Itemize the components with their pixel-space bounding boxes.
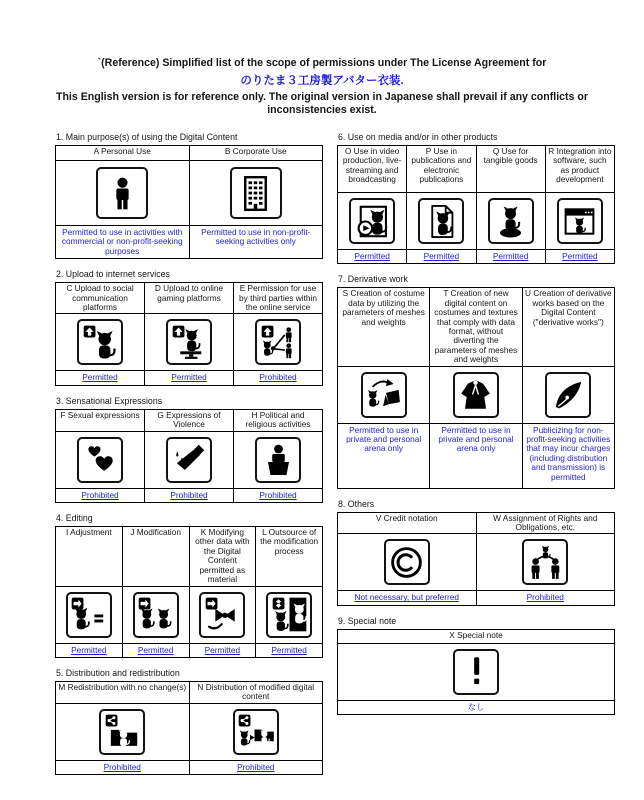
status-publications: Permitted bbox=[423, 251, 460, 261]
outsource-icon bbox=[266, 592, 312, 638]
video-play-icon bbox=[349, 198, 395, 244]
left-column bbox=[55, 132, 323, 775]
table-others bbox=[337, 512, 615, 606]
status-material: Permitted bbox=[204, 644, 241, 655]
section-distribution bbox=[55, 668, 323, 775]
header-special-note: X Special note bbox=[449, 629, 503, 640]
table-sensational bbox=[55, 409, 323, 503]
publication-page-icon bbox=[418, 198, 464, 244]
section-media bbox=[337, 132, 615, 264]
right-column bbox=[337, 132, 615, 775]
status-redistribution: Prohibited bbox=[103, 761, 141, 772]
status-special-note: なし bbox=[467, 701, 485, 712]
table-derivative bbox=[337, 287, 615, 488]
section-title: 9. Special note bbox=[338, 615, 397, 626]
building-icon bbox=[230, 167, 282, 219]
status-tangible-goods: Permitted bbox=[492, 251, 529, 261]
adjustment-equals-icon bbox=[66, 592, 112, 638]
status-political: Prohibited bbox=[259, 489, 297, 500]
status-adjustment: Permitted bbox=[71, 644, 107, 655]
podium-speaker-icon bbox=[255, 437, 301, 483]
section-special-note bbox=[337, 616, 615, 715]
section-others bbox=[337, 499, 615, 606]
status-outsource: Permitted bbox=[271, 644, 307, 655]
section-upload bbox=[55, 269, 323, 386]
status-video: Permitted bbox=[354, 251, 390, 261]
section-main-purpose bbox=[55, 132, 323, 259]
status-assignment: Prohibited bbox=[526, 592, 564, 603]
header-redistribution: M Redistribution with no change(s) bbox=[56, 682, 190, 703]
status-violence: Prohibited bbox=[170, 489, 208, 500]
modification-cats-icon bbox=[133, 592, 179, 638]
header-assignment: W Assignment of Rights and Obligations, etc. bbox=[493, 512, 598, 533]
status-credit: Not necessary, but preferred bbox=[354, 592, 460, 603]
header-adjustment: I Adjustment bbox=[56, 527, 123, 585]
hearts-icon bbox=[77, 437, 123, 483]
header-tangible-goods: Q Use for tangible goods bbox=[477, 146, 546, 192]
costume-data-icon bbox=[361, 372, 407, 418]
costume-texture-icon bbox=[453, 372, 499, 418]
header-upload-social: C Upload to social communication platforms bbox=[56, 283, 145, 313]
title-line-2: This English version is for reference only. The original version in Japanese shall prevail if any conflicts or inconsistencies exist. bbox=[55, 91, 588, 116]
status-distribution-modified: Prohibited bbox=[237, 761, 275, 772]
table-special-note bbox=[337, 629, 615, 715]
header-outsource: L Outsource of the modification process bbox=[260, 527, 319, 556]
rights-transfer-icon bbox=[522, 539, 568, 585]
header-video: O Use in video production, live-streaming and broadcasting bbox=[338, 146, 407, 192]
header-corporate-use: B Corporate Use bbox=[224, 146, 287, 156]
third-party-share-icon bbox=[255, 319, 301, 365]
header-upload-gaming: D Upload to online gaming platforms bbox=[145, 283, 234, 313]
table-distribution bbox=[55, 681, 323, 775]
table-media bbox=[337, 145, 615, 264]
share-modified-folder-icon bbox=[233, 709, 279, 755]
material-bow-icon bbox=[199, 592, 245, 638]
pen-nib-icon bbox=[545, 372, 591, 418]
status-costume-data: Permitted to use in private and personal arena only bbox=[338, 424, 430, 488]
copyright-icon bbox=[384, 539, 430, 585]
section-title: 3. Sensational Expressions bbox=[56, 395, 163, 406]
header-costume-texture: T Creation of new digital content on costumes and textures that comply with data format, without diverting the parameters of meshes and weights bbox=[430, 288, 522, 365]
header-violence: G Expressions of Violence bbox=[145, 410, 234, 431]
header-publications: P Use in publications and electronic publications bbox=[407, 146, 476, 192]
knife-icon bbox=[166, 437, 212, 483]
section-title: 6. Use on media and/or in other products bbox=[338, 132, 498, 142]
header-derivative-works: U Creation of derivative works based on the Digital Content ("derivative works") bbox=[524, 288, 612, 327]
status-sexual: Prohibited bbox=[81, 489, 119, 500]
status-costume-texture: Permitted to use in private and personal arena only bbox=[430, 424, 522, 488]
upload-social-icon bbox=[77, 319, 123, 365]
header-sexual: F Sexual expressions bbox=[56, 410, 145, 431]
header-costume-data: S Creation of costume data by utilizing the parameters of meshes and weights bbox=[338, 288, 430, 365]
section-title: 1. Main purpose(s) of using the Digital Content bbox=[56, 132, 238, 142]
status-upload-gaming: Permitted bbox=[171, 372, 207, 383]
section-title: 4. Editing bbox=[56, 513, 93, 524]
status-derivative-works: Publicizing for non-profit-seeking activities that may incur charges (including distribution and transmission) is permitted bbox=[526, 424, 611, 482]
product-name: のりたま３工房製アバター衣装. bbox=[240, 75, 404, 87]
status-third-party-use: Prohibited bbox=[259, 372, 297, 383]
section-title: 7. Derivative work bbox=[338, 274, 408, 285]
document-title bbox=[0, 57, 644, 117]
header-credit: V Credit notation bbox=[338, 513, 477, 534]
section-title: 8. Others bbox=[338, 498, 375, 509]
software-window-icon bbox=[557, 198, 603, 244]
title-line-1: `(Reference) Simplified list of the scope of permissions under The License Agreement for bbox=[97, 57, 547, 69]
table-upload bbox=[55, 282, 323, 386]
table-editing bbox=[55, 526, 323, 658]
content-columns bbox=[55, 132, 644, 775]
header-personal-use: A Personal Use bbox=[56, 146, 190, 160]
section-derivative bbox=[337, 274, 615, 488]
table-main-purpose bbox=[55, 145, 323, 259]
header-modification: J Modification bbox=[123, 527, 190, 585]
header-software: R Integration into software, such as product development bbox=[548, 146, 612, 185]
status-corporate-use: Permitted to use in non-profit-seeking activities only bbox=[201, 227, 311, 247]
section-sensational bbox=[55, 396, 323, 503]
tangible-goods-icon bbox=[488, 198, 534, 244]
section-title: 2. Upload to internet services bbox=[56, 269, 170, 280]
section-title: 5. Distribution and redistribution bbox=[56, 667, 180, 678]
section-editing bbox=[55, 513, 323, 658]
header-material: K Modifying other data with the Digital Content permitted as material bbox=[190, 527, 257, 585]
header-distribution-modified: N Distribution of modified digital content bbox=[197, 681, 315, 702]
status-personal-use: Permitted to use in activities with commercial or non-profit-seeking purposes bbox=[56, 226, 190, 258]
share-folder-icon bbox=[99, 709, 145, 755]
person-icon bbox=[96, 167, 148, 219]
status-upload-social: Permitted bbox=[82, 372, 118, 383]
header-third-party-use: E Permission for use by third parties within the online service bbox=[239, 283, 317, 313]
status-modification: Permitted bbox=[137, 644, 174, 655]
header-political: H Political and religious activities bbox=[245, 409, 311, 430]
upload-gaming-icon bbox=[166, 319, 212, 365]
exclamation-icon bbox=[453, 649, 499, 695]
status-software: Permitted bbox=[562, 251, 598, 261]
